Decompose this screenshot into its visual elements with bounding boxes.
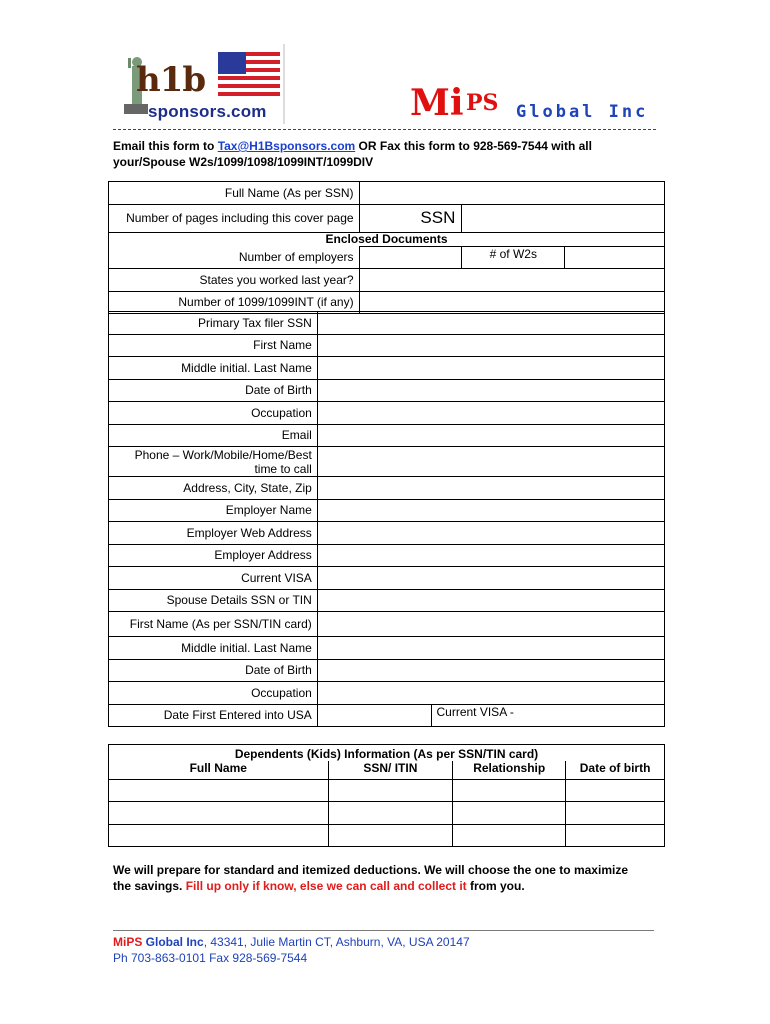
dependent-name-cell[interactable] (109, 802, 329, 825)
spouse-dob-label: Date of Birth (109, 659, 318, 682)
mips-logo-global: Global Inc (516, 102, 649, 122)
first-name-field[interactable] (317, 334, 664, 357)
table-row (109, 824, 665, 847)
date-entered-field[interactable] (317, 704, 431, 727)
footer-mips: MiPS (113, 935, 143, 949)
employer-address-field[interactable] (317, 544, 664, 567)
w2s-label: # of W2s (462, 246, 565, 269)
employer-address-label: Employer Address (109, 544, 318, 567)
dependent-relationship-cell[interactable] (453, 779, 566, 802)
visa-field[interactable] (317, 567, 664, 590)
address-field[interactable] (317, 477, 664, 500)
dependent-dob-cell[interactable] (566, 824, 665, 847)
employer-name-label: Employer Name (109, 499, 318, 522)
dependent-ssn-cell[interactable] (328, 779, 453, 802)
intro-line2: your/Spouse W2s/1099/1098/1099INT/1099DIV (113, 155, 374, 169)
footer-divider (113, 930, 654, 931)
note-line1: We will prepare for standard and itemized deductions. We will choose the one to maximize (113, 863, 628, 877)
col-date-of-birth: Date of birth (566, 761, 665, 779)
phone-label (109, 447, 318, 477)
spouse-current-visa-label: Current VISA - (431, 704, 665, 727)
footer-phone-fax: Ph 703-863-0101 Fax 928-569-7544 (113, 951, 308, 965)
phone-field[interactable] (317, 447, 664, 477)
dependent-relationship-cell[interactable] (453, 824, 566, 847)
employers-label: Number of employers (109, 246, 360, 269)
dependent-ssn-cell[interactable] (328, 824, 453, 847)
full-name-field[interactable] (359, 182, 664, 205)
employer-web-label: Employer Web Address (109, 522, 318, 545)
visa-label: Current VISA (109, 567, 318, 590)
first-name-label: First Name (109, 334, 318, 357)
employers-field[interactable] (359, 246, 462, 269)
states-label: States you worked last year? (109, 269, 360, 292)
spouse-middle-last-field[interactable] (317, 637, 664, 660)
mips-logo-ps: PS (466, 90, 499, 116)
email-field[interactable] (317, 424, 664, 447)
primary-ssn-field[interactable] (317, 312, 664, 335)
dob-label: Date of Birth (109, 379, 318, 402)
footer-address: , 43341, Julie Martin CT, Ashburn, VA, USA 20147 (203, 935, 470, 949)
table-row (109, 802, 665, 825)
mips-logo-mi: Mi (410, 82, 464, 124)
ssn-field[interactable] (462, 204, 665, 232)
h1b-sponsors-logo (118, 44, 286, 124)
h1b-logo-text: h1b (136, 60, 206, 100)
col-ssn-itin: SSN/ ITIN (328, 761, 453, 779)
footer-global-inc: Global Inc (142, 935, 204, 949)
employer-name-field[interactable] (317, 499, 664, 522)
primary-ssn-label: Primary Tax filer SSN (109, 312, 318, 335)
instructions (113, 138, 658, 170)
header-divider (113, 129, 656, 130)
note-line2-suffix: from you. (466, 879, 525, 893)
forms-1099-label: Number of 1099/1099INT (if any) (109, 291, 360, 314)
employer-web-field[interactable] (317, 522, 664, 545)
phone-label-line2: time to call (254, 461, 312, 476)
address-label: Address, City, State, Zip (109, 477, 318, 500)
enclosed-documents-heading: Enclosed Documents (109, 232, 665, 246)
states-field[interactable] (359, 269, 664, 292)
spouse-dob-field[interactable] (317, 659, 664, 682)
pages-label: Number of pages including this cover page (109, 204, 360, 232)
dependent-name-cell[interactable] (109, 824, 329, 847)
dependent-dob-cell[interactable] (566, 779, 665, 802)
occupation-label: Occupation (109, 402, 318, 425)
spouse-occupation-label: Occupation (109, 682, 318, 705)
w2s-field[interactable] (565, 246, 665, 269)
col-relationship: Relationship (453, 761, 566, 779)
spouse-occupation-field[interactable] (317, 682, 664, 705)
email-link[interactable]: Tax@H1Bsponsors.com (217, 139, 356, 153)
dependent-ssn-cell[interactable] (328, 802, 453, 825)
date-entered-label: Date First Entered into USA (109, 704, 318, 727)
dependents-table (108, 744, 665, 847)
dependent-name-cell[interactable] (109, 779, 329, 802)
dependents-title: Dependents (Kids) Information (As per SSN/TIN card) (109, 745, 665, 762)
note-line2-prefix: the savings. (113, 879, 186, 893)
spouse-first-name-field[interactable] (317, 612, 664, 637)
spouse-details-label: Spouse Details SSN or TIN (109, 589, 318, 612)
taxpayer-details-table (108, 311, 665, 727)
dependent-relationship-cell[interactable] (453, 802, 566, 825)
company-address (113, 934, 470, 966)
phone-label-line1: Phone – Work/Mobile/Home/Best (134, 447, 312, 462)
middle-last-field[interactable] (317, 357, 664, 380)
table-row (109, 779, 665, 802)
sponsors-logo-text: sponsors.com (148, 102, 267, 121)
note-line2-red: Fill up only if know, else we can call and collect it (185, 879, 467, 893)
email-label: Email (109, 424, 318, 447)
occupation-field[interactable] (317, 402, 664, 425)
enclosed-documents-table (108, 181, 665, 314)
intro-middle: OR Fax this form to 928-569-7544 with all (355, 139, 592, 153)
intro-prefix: Email this form to (113, 139, 218, 153)
middle-last-label: Middle initial. Last Name (109, 357, 318, 380)
spouse-ssn-field[interactable] (317, 589, 664, 612)
dependent-dob-cell[interactable] (566, 802, 665, 825)
col-full-name: Full Name (109, 761, 329, 779)
spouse-first-name-label: First Name (As per SSN/TIN card) (109, 612, 318, 637)
ssn-label: SSN (359, 204, 462, 232)
spouse-middle-last-label: Middle initial. Last Name (109, 637, 318, 660)
full-name-label: Full Name (As per SSN) (109, 182, 360, 205)
dob-field[interactable] (317, 379, 664, 402)
deductions-note (113, 862, 663, 894)
